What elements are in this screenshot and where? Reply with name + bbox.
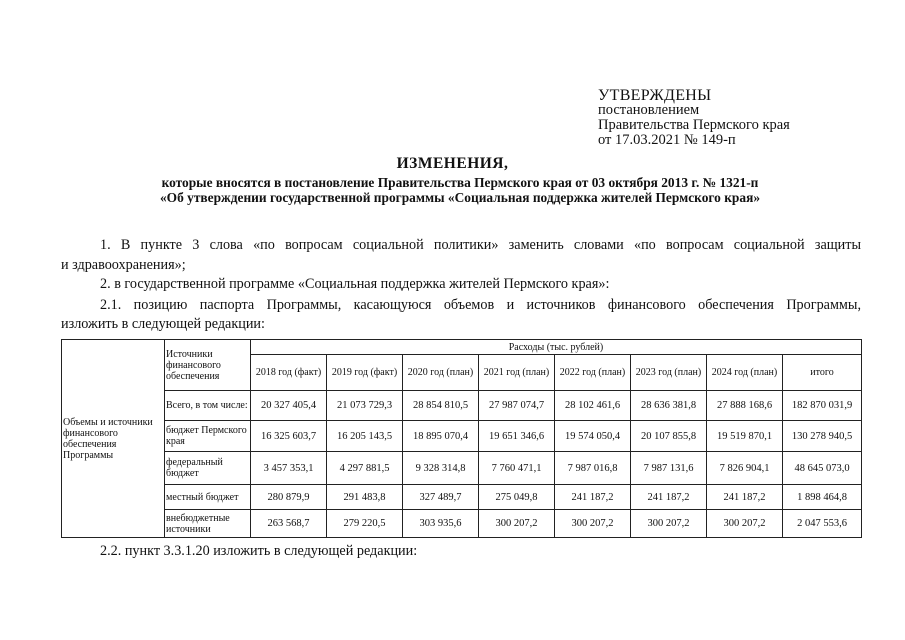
total-header: итого — [783, 355, 862, 391]
table-row — [62, 452, 862, 485]
expenses-header: Расходы (тыс. рублей) — [251, 340, 862, 355]
total-cell: 130 278 940,5 — [783, 421, 862, 452]
value-cell: 327 489,7 — [403, 485, 479, 510]
value-cell: 241 187,2 — [555, 485, 631, 510]
document-title: ИЗМЕНЕНИЯ, — [396, 155, 509, 172]
value-cell: 7 987 016,8 — [555, 452, 631, 485]
year-header: 2023 год (план) — [631, 355, 707, 391]
financing-table — [61, 339, 862, 538]
value-cell: 300 207,2 — [631, 510, 707, 538]
value-cell: 300 207,2 — [707, 510, 783, 538]
paragraph-3-line-1: 2.1. позицию паспорта Программы, касающуюся объемов и источников финансового обеспечения Программы, — [100, 297, 861, 313]
value-cell: 21 073 729,3 — [327, 391, 403, 421]
source-cell: внебюджетные источники — [165, 510, 251, 538]
value-cell: 7 826 904,1 — [707, 452, 783, 485]
value-cell: 20 107 855,8 — [631, 421, 707, 452]
source-cell: Всего, в том числе: — [165, 391, 251, 421]
value-cell: 9 328 314,8 — [403, 452, 479, 485]
value-cell: 303 935,6 — [403, 510, 479, 538]
approval-line-3: Правительства Пермского края — [598, 117, 790, 133]
paragraph-4: 2.2. пункт 3.3.1.20 изложить в следующей редакции: — [100, 543, 418, 559]
source-cell: местный бюджет — [165, 485, 251, 510]
value-cell: 280 879,9 — [251, 485, 327, 510]
value-cell: 19 574 050,4 — [555, 421, 631, 452]
value-cell: 300 207,2 — [479, 510, 555, 538]
year-header: 2019 год (факт) — [327, 355, 403, 391]
value-cell: 7 760 471,1 — [479, 452, 555, 485]
total-cell: 48 645 073,0 — [783, 452, 862, 485]
table-row — [62, 421, 862, 452]
approval-line-4: от 17.03.2021 № 149-п — [598, 132, 736, 148]
value-cell: 279 220,5 — [327, 510, 403, 538]
value-cell: 28 854 810,5 — [403, 391, 479, 421]
table-row — [62, 485, 862, 510]
value-cell: 19 519 870,1 — [707, 421, 783, 452]
total-cell: 1 898 464,8 — [783, 485, 862, 510]
subtitle-line-2: «Об утверждении государственной программы «Социальная поддержка жителей Пермского края» — [159, 190, 761, 205]
value-cell: 4 297 881,5 — [327, 452, 403, 485]
value-cell: 20 327 405,4 — [251, 391, 327, 421]
approval-heading: УТВЕРЖДЕНЫ — [598, 87, 712, 104]
value-cell: 291 483,8 — [327, 485, 403, 510]
value-cell: 3 457 353,1 — [251, 452, 327, 485]
total-cell: 2 047 553,6 — [783, 510, 862, 538]
year-header: 2024 год (план) — [707, 355, 783, 391]
table-row — [62, 510, 862, 538]
paragraph-2: 2. в государственной программе «Социальная поддержка жителей Пермского края»: — [100, 276, 610, 292]
year-header: 2021 год (план) — [479, 355, 555, 391]
approval-line-2: постановлением — [598, 102, 700, 118]
value-cell: 300 207,2 — [555, 510, 631, 538]
value-cell: 241 187,2 — [631, 485, 707, 510]
value-cell: 263 568,7 — [251, 510, 327, 538]
approval-block — [598, 88, 790, 148]
document-subtitle — [60, 175, 860, 205]
year-header: 2018 год (факт) — [251, 355, 327, 391]
year-header: 2020 год (план) — [403, 355, 479, 391]
year-header: 2022 год (план) — [555, 355, 631, 391]
value-cell: 27 987 074,7 — [479, 391, 555, 421]
value-cell: 275 049,8 — [479, 485, 555, 510]
value-cell: 27 888 168,6 — [707, 391, 783, 421]
value-cell: 28 636 381,8 — [631, 391, 707, 421]
value-cell: 241 187,2 — [707, 485, 783, 510]
source-cell: бюджет Пермского края — [165, 421, 251, 452]
table-row — [62, 391, 862, 421]
source-cell: федеральный бюджет — [165, 452, 251, 485]
value-cell: 18 895 070,4 — [403, 421, 479, 452]
value-cell: 16 325 603,7 — [251, 421, 327, 452]
value-cell: 28 102 461,6 — [555, 391, 631, 421]
value-cell: 19 651 346,6 — [479, 421, 555, 452]
table-main-label: Объемы и источники финансового обеспечения Программы — [62, 340, 165, 538]
subtitle-line-1: которые вносятся в постановление Правительства Пермского края от 03 октября 2013 г. № 1321-п — [161, 175, 759, 190]
paragraph-1-line-1: 1. В пункте 3 слова «по вопросам социальной политики» заменить словами «по вопросам социальной защиты — [100, 237, 861, 253]
paragraph-1-line-2: и здравоохранения»; — [61, 257, 186, 273]
value-cell: 7 987 131,6 — [631, 452, 707, 485]
total-cell: 182 870 031,9 — [783, 391, 862, 421]
paragraph-3-line-2: изложить в следующей редакции: — [61, 316, 265, 332]
value-cell: 16 205 143,5 — [327, 421, 403, 452]
source-header: Источники финансового обеспечения — [165, 340, 251, 391]
